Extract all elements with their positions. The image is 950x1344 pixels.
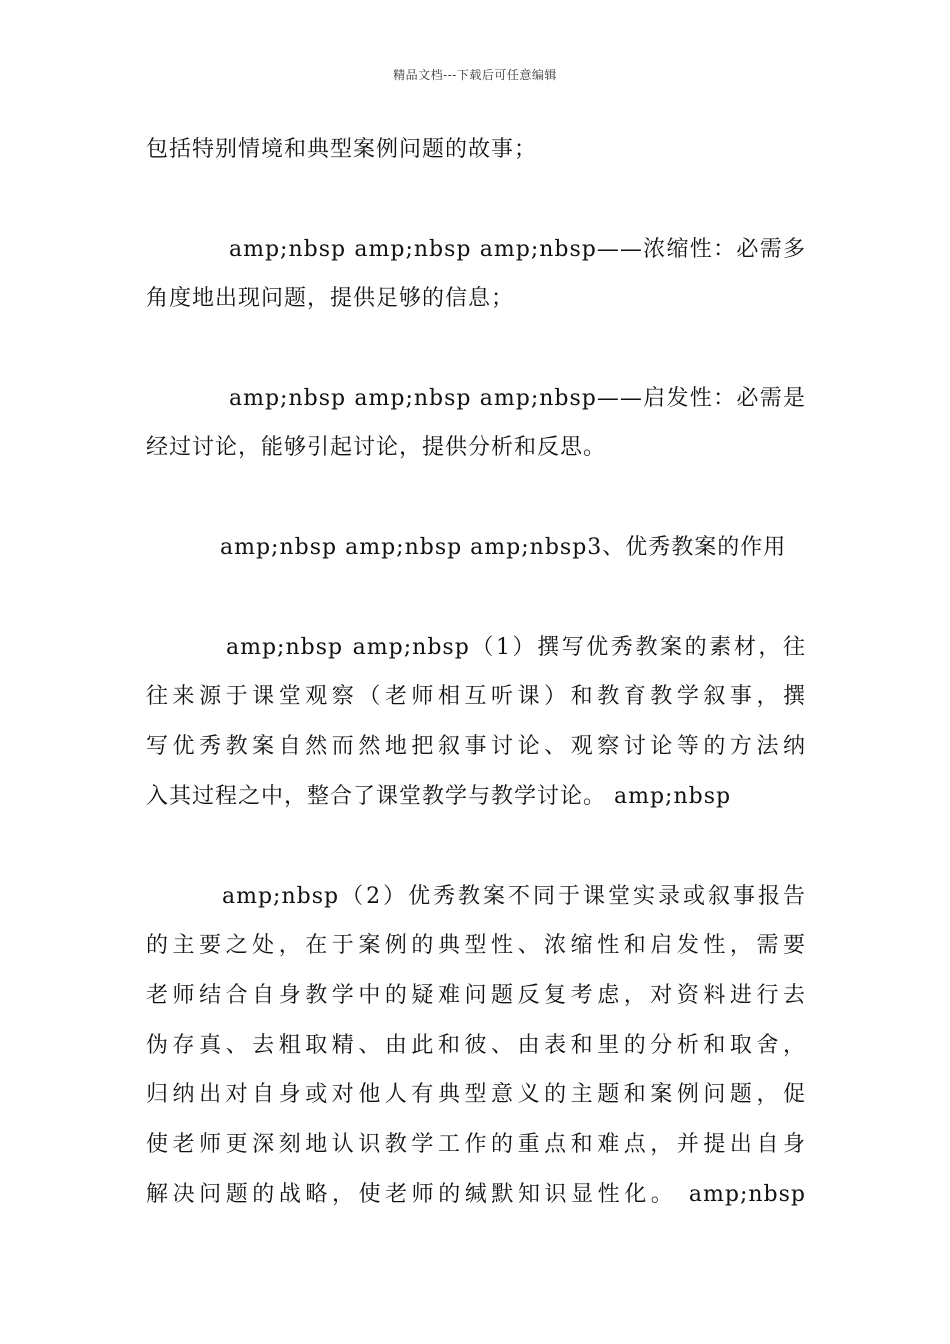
paragraph-line-9: 写优秀教案自然而然地把叙事讨论、观察讨论等的方法纳 [146,734,806,759]
paragraph-line-7: amp;nbsp amp;nbsp（1）撰写优秀教案的素材，往 [226,635,806,660]
page-header: 精品文档---下载后可任意编辑 [393,68,557,82]
paragraph-line-16: 使老师更深刻地认识教学工作的重点和难点，并提出自身 [146,1132,806,1157]
paragraph-line-2: amp;nbsp amp;nbsp amp;nbsp——浓缩性：必需多 [229,237,806,262]
paragraph-line-17: 解决问题的战略，使老师的缄默知识显性化。 amp;nbsp [146,1182,806,1207]
paragraph-line-13: 老师结合自身教学中的疑难问题反复考虑，对资料进行去 [146,983,806,1008]
paragraph-line-15: 归纳出对自身或对他人有典型意义的主题和案例问题，促 [146,1082,806,1107]
paragraph-line-3: 角度地出现问题，提供足够的信息； [146,286,515,311]
paragraph-line-5: 经过讨论，能够引起讨论，提供分析和反思。 [146,435,607,460]
paragraph-line-10: 入其过程之中，整合了课堂教学与教学讨论。 amp;nbsp [146,784,732,809]
section-heading: amp;nbsp amp;nbsp amp;nbsp3、优秀教案的作用 [220,535,787,560]
paragraph-line-8: 往来源于课堂观察（老师相互听课）和教育教学叙事，撰 [146,684,806,709]
paragraph-line-12: 的主要之处，在于案例的典型性、浓缩性和启发性，需要 [146,933,806,958]
paragraph-line-1: 包括特别情境和典型案例问题的故事； [146,137,538,162]
paragraph-line-14: 伪存真、去粗取精、由此和彼、由表和里的分析和取舍， [146,1033,806,1058]
paragraph-line-4: amp;nbsp amp;nbsp amp;nbsp——启发性：必需是 [229,386,806,411]
paragraph-line-11: amp;nbsp（2）优秀教案不同于课堂实录或叙事报告 [222,884,806,909]
